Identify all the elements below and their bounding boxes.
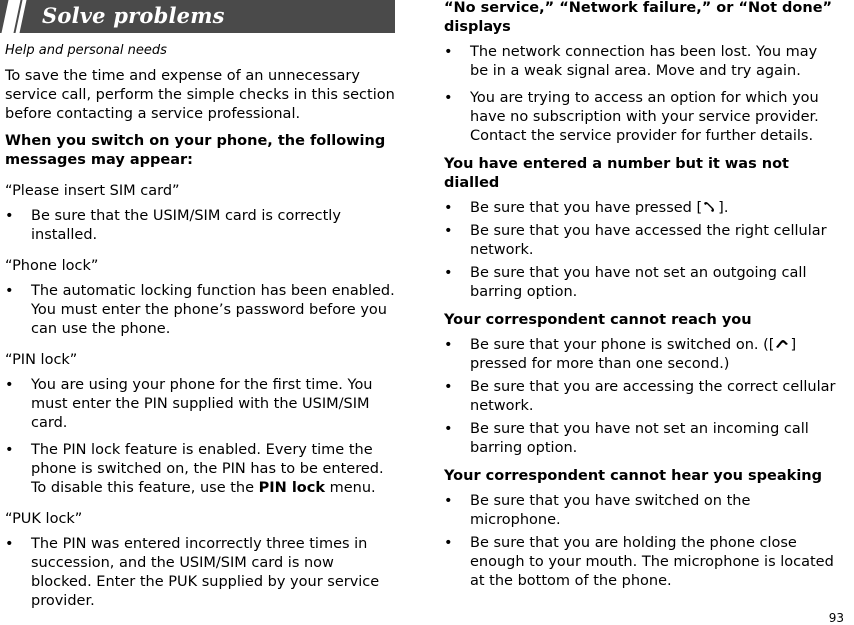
- list-item: • Be sure that you are holding the phone close enough to your mouth. The microphone is located at the bottom of the phone.: [444, 535, 834, 589]
- bullet-icon: •: [444, 200, 453, 216]
- power-key-icon: [774, 337, 790, 351]
- bullet-icon: •: [444, 265, 453, 281]
- bullet-icon: •: [444, 90, 453, 106]
- cannot-hear-heading: Your correspondent cannot hear you speaking: [444, 468, 822, 484]
- list-item: • Be sure that you have pressed [ ].: [444, 200, 729, 216]
- page-number: 93: [828, 611, 844, 625]
- list-item: • The PIN lock feature is enabled. Every time the phone is switched on, the PIN has to be entered. To disable this feature, use the PIN lock menu.: [5, 442, 384, 496]
- bullet-icon: •: [5, 208, 14, 224]
- puk-lock-label: “PUK lock”: [5, 511, 83, 527]
- intro-paragraph: To save the time and expense of an unnecessary service call, perform the simple checks in this section before contacting a service professional.: [5, 68, 395, 122]
- puk-lock-bullets: [5, 535, 395, 611]
- no-service-bullets: [444, 43, 838, 146]
- bullet-icon: •: [444, 421, 453, 437]
- page-title: Solve problems: [42, 3, 225, 28]
- bullet-icon: •: [444, 44, 453, 60]
- phone-lock-bullets: [5, 282, 395, 339]
- section-subtitle: Help and personal needs: [5, 43, 167, 58]
- list-item: • Be sure that you have switched on the microphone.: [444, 493, 751, 528]
- list-item: • Be sure that you have not set an incoming call barring option.: [444, 421, 809, 456]
- cannot-hear-bullets: [444, 492, 838, 591]
- bullet-icon: •: [444, 379, 453, 395]
- menu-name-pin-lock: PIN lock: [258, 480, 326, 496]
- list-item: • Be sure that your phone is switched on. ([ ] pressed for more than one second.): [444, 337, 797, 372]
- sim-bullets: [5, 207, 395, 245]
- list-item: • Be sure that you are accessing the correct cellular network.: [444, 379, 836, 414]
- not-dialled-heading: You have entered a number but it was not dialled: [444, 156, 789, 191]
- cannot-reach-bullets: [444, 336, 838, 458]
- sim-message-label: “Please insert SIM card”: [5, 183, 180, 199]
- messages-heading: When you switch on your phone, the following messages may appear:: [5, 133, 386, 168]
- phone-lock-label: “Phone lock”: [5, 258, 99, 274]
- list-item: • The network connection has been lost. You may be in a weak signal area. Move and try again.: [444, 44, 818, 79]
- send-key-icon: [702, 200, 718, 214]
- bullet-icon: •: [5, 442, 14, 458]
- not-dialled-bullets: [444, 199, 838, 302]
- list-item: • You are using your phone for the first time. You must enter the PIN supplied with the USIM/SIM card.: [5, 377, 373, 431]
- no-service-heading: “No service,” “Network failure,” or “Not done” displays: [444, 0, 833, 35]
- bullet-icon: •: [444, 223, 453, 239]
- right-column: [444, 0, 838, 591]
- list-item: • Be sure that you have not set an outgoing call barring option.: [444, 265, 807, 300]
- list-item: • The automatic locking function has been enabled. You must enter the phone’s password before you can use the phone.: [5, 283, 395, 337]
- section-title-bar: [0, 0, 395, 33]
- bullet-icon: •: [5, 536, 14, 552]
- bullet-icon: •: [444, 535, 453, 551]
- bullet-icon: •: [444, 337, 453, 353]
- list-item: • Be sure that you have accessed the right cellular network.: [444, 223, 827, 258]
- list-item: • You are trying to access an option for which you have no subscription with your service provider. Contact the service provider for further details.: [444, 90, 819, 144]
- list-item: • Be sure that the USIM/SIM card is correctly installed.: [5, 208, 341, 243]
- bullet-icon: •: [444, 493, 453, 509]
- list-item: • The PIN was entered incorrectly three times in succession, and the USIM/SIM card is now blocked. Enter the PUK supplied by your service provider.: [5, 536, 380, 609]
- left-column: [5, 67, 395, 611]
- cannot-reach-heading: Your correspondent cannot reach you: [444, 312, 752, 328]
- bullet-icon: •: [5, 283, 14, 299]
- pin-lock-label: “PIN lock”: [5, 352, 78, 368]
- bullet-icon: •: [5, 377, 14, 393]
- pin-lock-bullets: [5, 376, 395, 498]
